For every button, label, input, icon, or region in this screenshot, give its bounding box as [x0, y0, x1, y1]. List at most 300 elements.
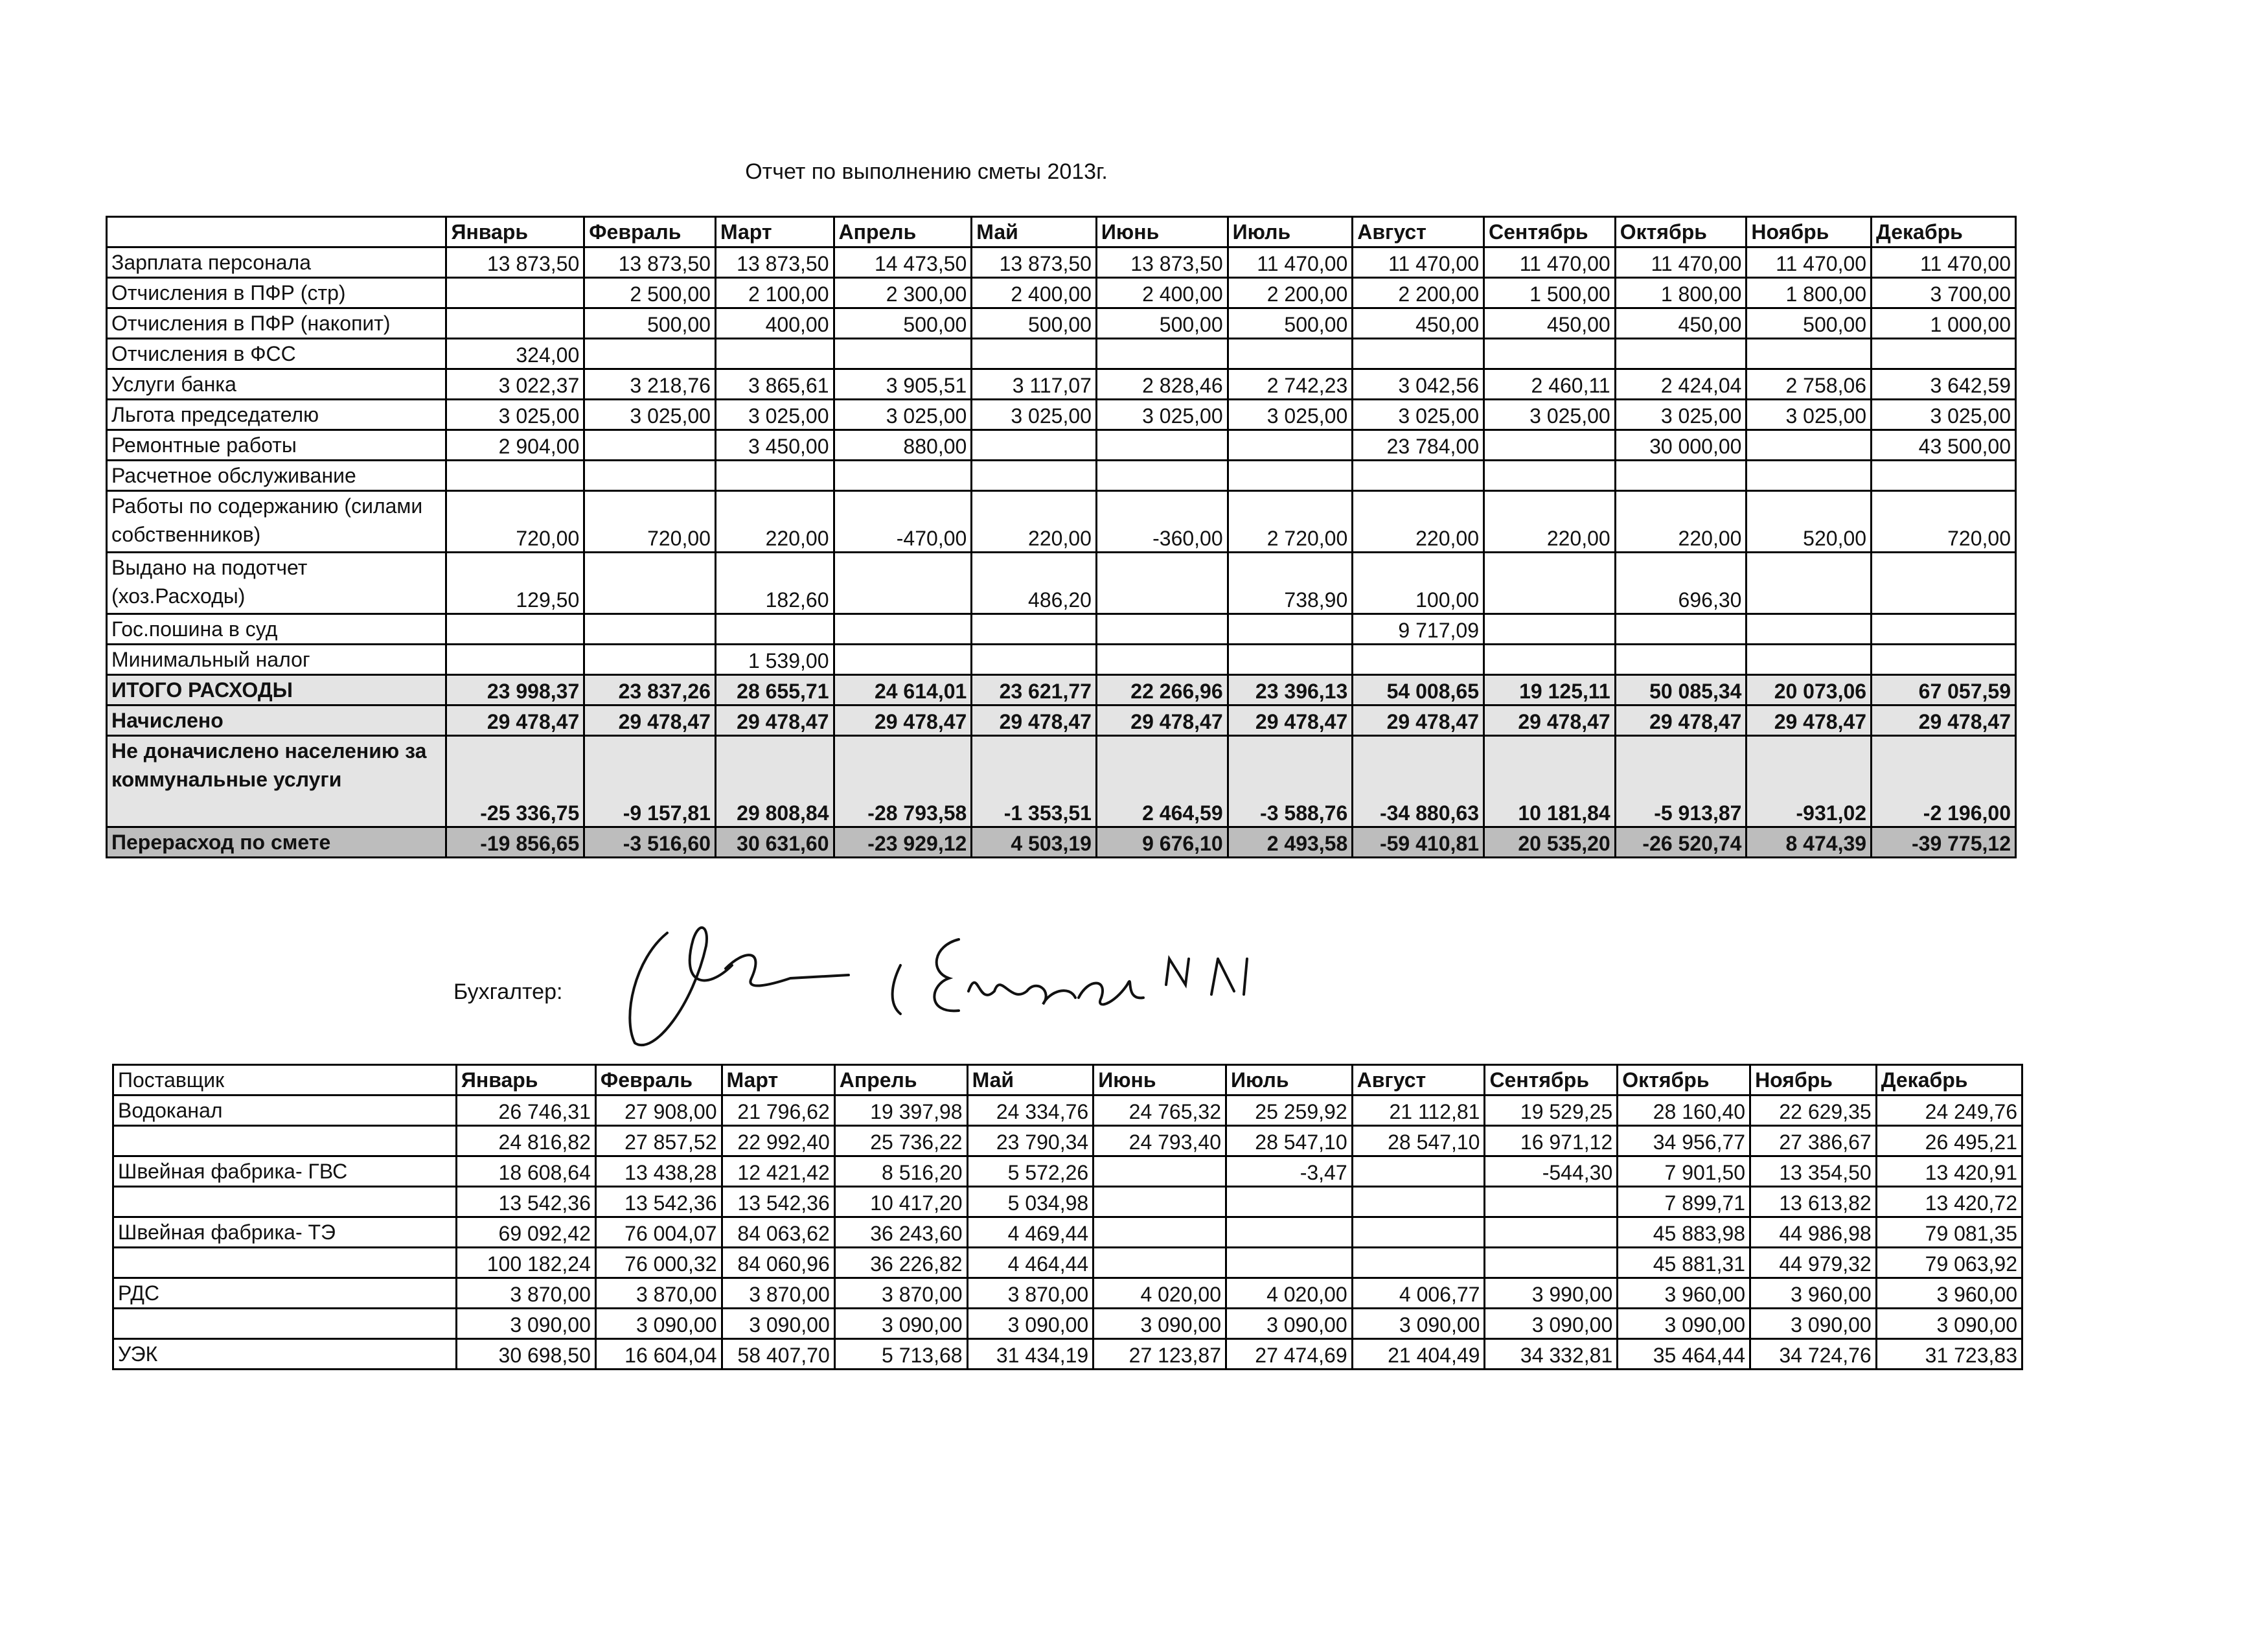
value-cell: [1353, 461, 1484, 491]
value-cell: [1872, 614, 2016, 645]
value-cell: 324,00: [446, 339, 584, 369]
value-cell: 220,00: [715, 491, 834, 553]
value-cell: 500,00: [1096, 308, 1228, 339]
value-cell: 13 873,50: [446, 247, 584, 278]
supplier-name: Водоканал: [113, 1096, 457, 1126]
value-cell: 3 090,00: [967, 1309, 1094, 1339]
value-cell: 3 117,07: [972, 369, 1097, 400]
value-cell: [1094, 1248, 1226, 1278]
value-cell: 3 870,00: [722, 1278, 834, 1309]
value-cell: -470,00: [834, 491, 972, 553]
table-row: [107, 706, 2016, 736]
month-header: Февраль: [595, 1065, 722, 1096]
value-cell: 29 808,84: [715, 736, 834, 827]
value-cell: 27 123,87: [1094, 1339, 1226, 1370]
value-cell: [1872, 339, 2016, 369]
table-row: [107, 491, 2016, 553]
value-cell: [972, 430, 1097, 461]
value-cell: 79 081,35: [1876, 1217, 2022, 1248]
table-row: [113, 1309, 2022, 1339]
value-cell: 29 478,47: [1872, 706, 2016, 736]
value-cell: [1615, 461, 1747, 491]
suppliers-table: [112, 1064, 2023, 1370]
value-cell: 2 300,00: [834, 278, 972, 308]
month-header: Декабрь: [1872, 217, 2016, 247]
value-cell: 10 181,84: [1483, 736, 1615, 827]
value-cell: 3 025,00: [715, 400, 834, 430]
value-cell: 3 022,37: [446, 369, 584, 400]
value-cell: 30 631,60: [715, 827, 834, 858]
supplier-name: Швейная фабрика- ТЭ: [113, 1217, 457, 1248]
value-cell: 13 613,82: [1750, 1187, 1877, 1217]
value-cell: [1352, 1187, 1485, 1217]
value-cell: [1353, 339, 1484, 369]
value-cell: [1352, 1217, 1485, 1248]
value-cell: 4 503,19: [972, 827, 1097, 858]
value-cell: 23 837,26: [584, 675, 716, 706]
value-cell: -19 856,65: [446, 827, 584, 858]
value-cell: 13 420,72: [1876, 1187, 2022, 1217]
value-cell: [584, 614, 716, 645]
value-cell: 13 873,50: [1096, 247, 1228, 278]
supplier-header: Поставщик: [113, 1065, 457, 1096]
month-header: Февраль: [584, 217, 716, 247]
value-cell: 500,00: [1228, 308, 1353, 339]
row-label: Отчисления в ПФР (накопит): [107, 308, 446, 339]
month-header: Май: [972, 217, 1097, 247]
value-cell: 30 000,00: [1615, 430, 1747, 461]
value-cell: 76 000,32: [595, 1248, 722, 1278]
value-cell: 24 793,40: [1094, 1126, 1226, 1156]
handwritten-signature: [596, 888, 1283, 1056]
value-cell: [1485, 1187, 1618, 1217]
value-cell: 3 090,00: [595, 1309, 722, 1339]
value-cell: [1352, 1156, 1485, 1187]
value-cell: 34 724,76: [1750, 1339, 1877, 1370]
value-cell: 44 986,98: [1750, 1217, 1877, 1248]
month-header: Апрель: [834, 217, 972, 247]
value-cell: 19 529,25: [1485, 1096, 1618, 1126]
table-row: [113, 1339, 2022, 1370]
value-cell: 220,00: [1615, 491, 1747, 553]
value-cell: 29 478,47: [584, 706, 716, 736]
row-label: Зарплата персонала: [107, 247, 446, 278]
value-cell: 3 218,76: [584, 369, 716, 400]
value-cell: 720,00: [1872, 491, 2016, 553]
value-cell: [1226, 1187, 1353, 1217]
value-cell: [1228, 645, 1353, 675]
value-cell: [1096, 430, 1228, 461]
value-cell: 34 332,81: [1485, 1339, 1618, 1370]
value-cell: 36 243,60: [834, 1217, 967, 1248]
value-cell: 31 723,83: [1876, 1339, 2022, 1370]
value-cell: -3 516,60: [584, 827, 716, 858]
value-cell: [446, 645, 584, 675]
row-label: Расчетное обслуживание: [107, 461, 446, 491]
month-header: Март: [715, 217, 834, 247]
value-cell: [1094, 1156, 1226, 1187]
value-cell: 29 478,47: [834, 706, 972, 736]
row-label: Отчисления в ПФР (стр): [107, 278, 446, 308]
table-row: [107, 400, 2016, 430]
table-row: [107, 308, 2016, 339]
value-cell: [1747, 553, 1872, 614]
value-cell: 28 655,71: [715, 675, 834, 706]
value-cell: [1352, 1248, 1485, 1278]
value-cell: 129,50: [446, 553, 584, 614]
value-cell: -3,47: [1226, 1156, 1353, 1187]
value-cell: 11 470,00: [1353, 247, 1484, 278]
value-cell: 450,00: [1483, 308, 1615, 339]
value-cell: 2 500,00: [584, 278, 716, 308]
value-cell: 3 870,00: [595, 1278, 722, 1309]
value-cell: 26 495,21: [1876, 1126, 2022, 1156]
value-cell: [715, 614, 834, 645]
value-cell: 4 469,44: [967, 1217, 1094, 1248]
value-cell: 29 478,47: [972, 706, 1097, 736]
supplier-name: Швейная фабрика- ГВС: [113, 1156, 457, 1187]
value-cell: 3 090,00: [1226, 1309, 1353, 1339]
value-cell: [584, 461, 716, 491]
value-cell: [1096, 645, 1228, 675]
month-header: Октябрь: [1618, 1065, 1750, 1096]
value-cell: -360,00: [1096, 491, 1228, 553]
value-cell: 54 008,65: [1353, 675, 1484, 706]
value-cell: 13 873,50: [715, 247, 834, 278]
value-cell: -23 929,12: [834, 827, 972, 858]
value-cell: 19 125,11: [1483, 675, 1615, 706]
table-row: [113, 1156, 2022, 1187]
value-cell: 13 542,36: [456, 1187, 595, 1217]
month-header: Апрель: [834, 1065, 967, 1096]
table-row: [107, 339, 2016, 369]
value-cell: 8 516,20: [834, 1156, 967, 1187]
value-cell: 22 992,40: [722, 1126, 834, 1156]
value-cell: -28 793,58: [834, 736, 972, 827]
value-cell: 19 397,98: [834, 1096, 967, 1126]
value-cell: 29 478,47: [1096, 706, 1228, 736]
value-cell: 450,00: [1615, 308, 1747, 339]
value-cell: [1226, 1248, 1353, 1278]
value-cell: 29 478,47: [1353, 706, 1484, 736]
value-cell: -544,30: [1485, 1156, 1618, 1187]
row-label: Минимальный налог: [107, 645, 446, 675]
table-row: [107, 461, 2016, 491]
value-cell: [1096, 553, 1228, 614]
value-cell: 21 112,81: [1352, 1096, 1485, 1126]
value-cell: [715, 339, 834, 369]
value-cell: [1747, 645, 1872, 675]
value-cell: [1226, 1217, 1353, 1248]
value-cell: 3 025,00: [1747, 400, 1872, 430]
value-cell: 3 025,00: [1483, 400, 1615, 430]
value-cell: [1228, 339, 1353, 369]
value-cell: 7 899,71: [1618, 1187, 1750, 1217]
table-row: [113, 1278, 2022, 1309]
value-cell: [1096, 614, 1228, 645]
value-cell: -2 196,00: [1872, 736, 2016, 827]
table-row: [113, 1096, 2022, 1126]
row-label: Начислено: [107, 706, 446, 736]
value-cell: 3 960,00: [1876, 1278, 2022, 1309]
supplier-name: [113, 1126, 457, 1156]
value-cell: 1 800,00: [1615, 278, 1747, 308]
value-cell: -26 520,74: [1615, 827, 1747, 858]
value-cell: 28 547,10: [1226, 1126, 1353, 1156]
value-cell: 29 478,47: [1747, 706, 1872, 736]
value-cell: 4 020,00: [1226, 1278, 1353, 1309]
value-cell: 3 642,59: [1872, 369, 2016, 400]
value-cell: 44 979,32: [1750, 1248, 1877, 1278]
value-cell: 2 400,00: [972, 278, 1097, 308]
value-cell: 21 796,62: [722, 1096, 834, 1126]
value-cell: 3 025,00: [1872, 400, 2016, 430]
value-cell: 400,00: [715, 308, 834, 339]
table-row: [107, 645, 2016, 675]
value-cell: 5 572,26: [967, 1156, 1094, 1187]
value-cell: 29 478,47: [1228, 706, 1353, 736]
value-cell: [1483, 645, 1615, 675]
value-cell: 2 200,00: [1228, 278, 1353, 308]
month-header: Ноябрь: [1750, 1065, 1877, 1096]
value-cell: [584, 553, 716, 614]
value-cell: 24 614,01: [834, 675, 972, 706]
row-label: Льгота председателю: [107, 400, 446, 430]
value-cell: 13 873,50: [584, 247, 716, 278]
value-cell: 3 870,00: [834, 1278, 967, 1309]
value-cell: 9 717,09: [1353, 614, 1484, 645]
value-cell: 29 478,47: [446, 706, 584, 736]
value-cell: 14 473,50: [834, 247, 972, 278]
month-header: Август: [1352, 1065, 1485, 1096]
value-cell: [834, 645, 972, 675]
value-cell: 2 720,00: [1228, 491, 1353, 553]
value-cell: 520,00: [1747, 491, 1872, 553]
value-cell: 220,00: [1353, 491, 1484, 553]
value-cell: 4 464,44: [967, 1248, 1094, 1278]
value-cell: [1228, 430, 1353, 461]
value-cell: -3 588,76: [1228, 736, 1353, 827]
value-cell: 20 073,06: [1747, 675, 1872, 706]
value-cell: 21 404,49: [1352, 1339, 1485, 1370]
value-cell: 500,00: [972, 308, 1097, 339]
value-cell: 2 493,58: [1228, 827, 1353, 858]
value-cell: 16 604,04: [595, 1339, 722, 1370]
value-cell: [1483, 461, 1615, 491]
value-cell: 880,00: [834, 430, 972, 461]
value-cell: 4 020,00: [1094, 1278, 1226, 1309]
value-cell: 27 474,69: [1226, 1339, 1353, 1370]
value-cell: 3 025,00: [446, 400, 584, 430]
value-cell: [1228, 461, 1353, 491]
value-cell: [584, 645, 716, 675]
value-cell: 220,00: [972, 491, 1097, 553]
value-cell: [1483, 553, 1615, 614]
value-cell: -931,02: [1747, 736, 1872, 827]
value-cell: 4 006,77: [1352, 1278, 1485, 1309]
value-cell: [834, 614, 972, 645]
value-cell: [1747, 339, 1872, 369]
value-cell: 2 828,46: [1096, 369, 1228, 400]
value-cell: 13 873,50: [972, 247, 1097, 278]
accountant-label: Бухгалтер:: [453, 980, 563, 1004]
row-label: ИТОГО РАСХОДЫ: [107, 675, 446, 706]
value-cell: 23 998,37: [446, 675, 584, 706]
value-cell: [1353, 645, 1484, 675]
value-cell: 25 736,22: [834, 1126, 967, 1156]
table-row: [107, 827, 2016, 858]
table-row: [107, 675, 2016, 706]
supplier-name: [113, 1187, 457, 1217]
value-cell: 3 090,00: [1618, 1309, 1750, 1339]
month-header: Май: [967, 1065, 1094, 1096]
value-cell: 36 226,82: [834, 1248, 967, 1278]
value-cell: 13 420,91: [1876, 1156, 2022, 1187]
value-cell: [1872, 553, 2016, 614]
table-row: [107, 247, 2016, 278]
supplier-name: УЭК: [113, 1339, 457, 1370]
value-cell: 29 478,47: [715, 706, 834, 736]
header-corner-cell: [107, 217, 446, 247]
value-cell: 3 090,00: [456, 1309, 595, 1339]
row-label: Работы по содержанию (силами собственников): [107, 491, 446, 553]
value-cell: -5 913,87: [1615, 736, 1747, 827]
month-header: Сентябрь: [1485, 1065, 1618, 1096]
value-cell: [972, 614, 1097, 645]
value-cell: [715, 461, 834, 491]
value-cell: 2 758,06: [1747, 369, 1872, 400]
value-cell: 30 698,50: [456, 1339, 595, 1370]
value-cell: 58 407,70: [722, 1339, 834, 1370]
row-label: Выдано на подотчет (хоз.Расходы): [107, 553, 446, 614]
value-cell: [584, 339, 716, 369]
value-cell: [1485, 1217, 1618, 1248]
month-header: Июль: [1228, 217, 1353, 247]
value-cell: 1 500,00: [1483, 278, 1615, 308]
value-cell: 486,20: [972, 553, 1097, 614]
value-cell: 3 865,61: [715, 369, 834, 400]
value-cell: 3 090,00: [1876, 1309, 2022, 1339]
value-cell: 27 857,52: [595, 1126, 722, 1156]
value-cell: [1096, 461, 1228, 491]
value-cell: [1615, 614, 1747, 645]
value-cell: 100,00: [1353, 553, 1484, 614]
value-cell: 13 542,36: [595, 1187, 722, 1217]
table-row: [113, 1217, 2022, 1248]
value-cell: 79 063,92: [1876, 1248, 2022, 1278]
value-cell: -9 157,81: [584, 736, 716, 827]
value-cell: 31 434,19: [967, 1339, 1094, 1370]
value-cell: [446, 278, 584, 308]
row-label: Услуги банка: [107, 369, 446, 400]
value-cell: -39 775,12: [1872, 827, 2016, 858]
value-cell: [1615, 645, 1747, 675]
value-cell: 11 470,00: [1872, 247, 2016, 278]
value-cell: [834, 553, 972, 614]
value-cell: 3 870,00: [967, 1278, 1094, 1309]
value-cell: 3 090,00: [722, 1309, 834, 1339]
value-cell: 11 470,00: [1615, 247, 1747, 278]
month-header: Январь: [456, 1065, 595, 1096]
value-cell: 3 090,00: [1485, 1309, 1618, 1339]
budget-report-table: [106, 216, 2017, 858]
value-cell: 50 085,34: [1615, 675, 1747, 706]
value-cell: [1228, 614, 1353, 645]
month-header: Июнь: [1096, 217, 1228, 247]
value-cell: 13 354,50: [1750, 1156, 1877, 1187]
table-row: [113, 1126, 2022, 1156]
month-header: Декабрь: [1876, 1065, 2022, 1096]
value-cell: 11 470,00: [1483, 247, 1615, 278]
value-cell: 3 025,00: [584, 400, 716, 430]
value-cell: [1747, 614, 1872, 645]
value-cell: 35 464,44: [1618, 1339, 1750, 1370]
value-cell: 100 182,24: [456, 1248, 595, 1278]
value-cell: 500,00: [1747, 308, 1872, 339]
value-cell: 84 060,96: [722, 1248, 834, 1278]
value-cell: 3 025,00: [1615, 400, 1747, 430]
value-cell: 1 800,00: [1747, 278, 1872, 308]
month-header: Сентябрь: [1483, 217, 1615, 247]
value-cell: 84 063,62: [722, 1217, 834, 1248]
value-cell: 2 400,00: [1096, 278, 1228, 308]
value-cell: [1094, 1187, 1226, 1217]
value-cell: -25 336,75: [446, 736, 584, 827]
value-cell: 2 464,59: [1096, 736, 1228, 827]
value-cell: 76 004,07: [595, 1217, 722, 1248]
value-cell: [1747, 461, 1872, 491]
value-cell: 738,90: [1228, 553, 1353, 614]
value-cell: -34 880,63: [1353, 736, 1484, 827]
value-cell: 5 034,98: [967, 1187, 1094, 1217]
value-cell: 43 500,00: [1872, 430, 2016, 461]
table-row: [107, 369, 2016, 400]
value-cell: 1 539,00: [715, 645, 834, 675]
value-cell: 23 790,34: [967, 1126, 1094, 1156]
table-row: [107, 430, 2016, 461]
value-cell: [1615, 339, 1747, 369]
value-cell: 2 424,04: [1615, 369, 1747, 400]
value-cell: 29 478,47: [1615, 706, 1747, 736]
value-cell: -1 353,51: [972, 736, 1097, 827]
value-cell: 500,00: [584, 308, 716, 339]
value-cell: 13 438,28: [595, 1156, 722, 1187]
month-header: Ноябрь: [1747, 217, 1872, 247]
supplier-name: РДС: [113, 1278, 457, 1309]
value-cell: 3 090,00: [834, 1309, 967, 1339]
value-cell: 24 249,76: [1876, 1096, 2022, 1126]
value-cell: 24 334,76: [967, 1096, 1094, 1126]
value-cell: 10 417,20: [834, 1187, 967, 1217]
value-cell: 23 784,00: [1353, 430, 1484, 461]
table-row: [107, 614, 2016, 645]
value-cell: 13 542,36: [722, 1187, 834, 1217]
value-cell: [446, 308, 584, 339]
value-cell: 2 742,23: [1228, 369, 1353, 400]
value-cell: 3 960,00: [1750, 1278, 1877, 1309]
value-cell: 3 090,00: [1094, 1309, 1226, 1339]
table-row: [107, 553, 2016, 614]
value-cell: [584, 430, 716, 461]
value-cell: [446, 614, 584, 645]
value-cell: [1483, 430, 1615, 461]
table-row: [113, 1248, 2022, 1278]
value-cell: 27 386,67: [1750, 1126, 1877, 1156]
value-cell: 182,60: [715, 553, 834, 614]
value-cell: 20 535,20: [1483, 827, 1615, 858]
value-cell: [972, 339, 1097, 369]
value-cell: [972, 461, 1097, 491]
